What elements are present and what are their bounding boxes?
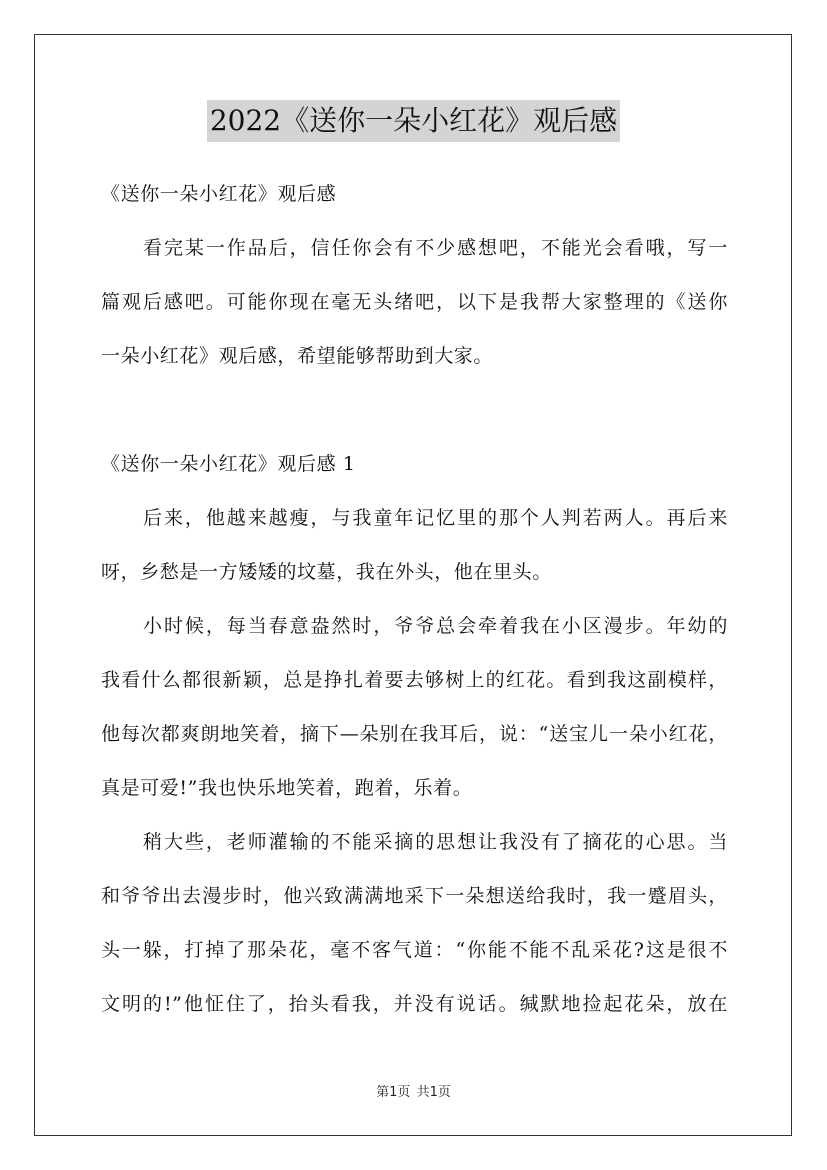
paragraph-line: 头一躲，打掉了那朵花，毫不客气道：“你能不能不乱采花?这是很不 <box>101 939 728 961</box>
paragraph-line: 稍大些，老师灌输的不能采摘的思想让我没有了摘花的心思。当 <box>143 831 728 853</box>
paragraph-line: 文明的!”他怔住了，抬头看我，并没有说话。缄默地捡起花朵，放在 <box>101 993 728 1015</box>
document-body <box>101 172 728 1036</box>
paragraph-line: 小时候，每当春意盎然时，爷爷总会牵着我在小区漫步。年幼的 <box>143 615 728 637</box>
paragraph-line: 他每次都爽朗地笑着，摘下—朵别在我耳后，说：“送宝儿一朵小红花， <box>101 723 728 745</box>
page-number: 第1页 <box>376 1085 411 1100</box>
paragraph-line: 和爷爷出去漫步时，他兴致满满地采下一朵想送给我时，我一蹙眉头， <box>101 885 728 907</box>
document-subtitle: 《送你一朵小红花》观后感 <box>101 183 337 205</box>
page-footer <box>0 1083 827 1103</box>
title-container <box>0 100 827 142</box>
paragraph-line: 我看什么都很新颖，总是挣扎着要去够树上的红花。看到我这副模样， <box>101 669 728 691</box>
document-title: 2022《送你一朵小红花》观后感 <box>207 100 620 142</box>
blank-line <box>101 388 728 442</box>
intro-line: 一朵小红花》观后感，希望能够帮助到大家。 <box>101 345 494 367</box>
section-heading: 《送你一朵小红花》观后感 1 <box>101 453 356 475</box>
paragraph-line: 真是可爱!”我也快乐地笑着，跑着，乐着。 <box>101 777 473 799</box>
total-pages: 共1页 <box>416 1085 451 1100</box>
intro-line: 篇观后感吧。可能你现在毫无头绪吧，以下是我帮大家整理的《送你 <box>101 291 728 313</box>
paragraph-line: 呀，乡愁是一方矮矮的坟墓，我在外头，他在里头。 <box>101 561 552 583</box>
intro-line: 看完某一作品后，信任你会有不少感想吧，不能光会看哦，写一 <box>143 237 728 259</box>
paragraph-line: 后来，他越来越瘦，与我童年记忆里的那个人判若两人。再后来 <box>143 507 728 529</box>
